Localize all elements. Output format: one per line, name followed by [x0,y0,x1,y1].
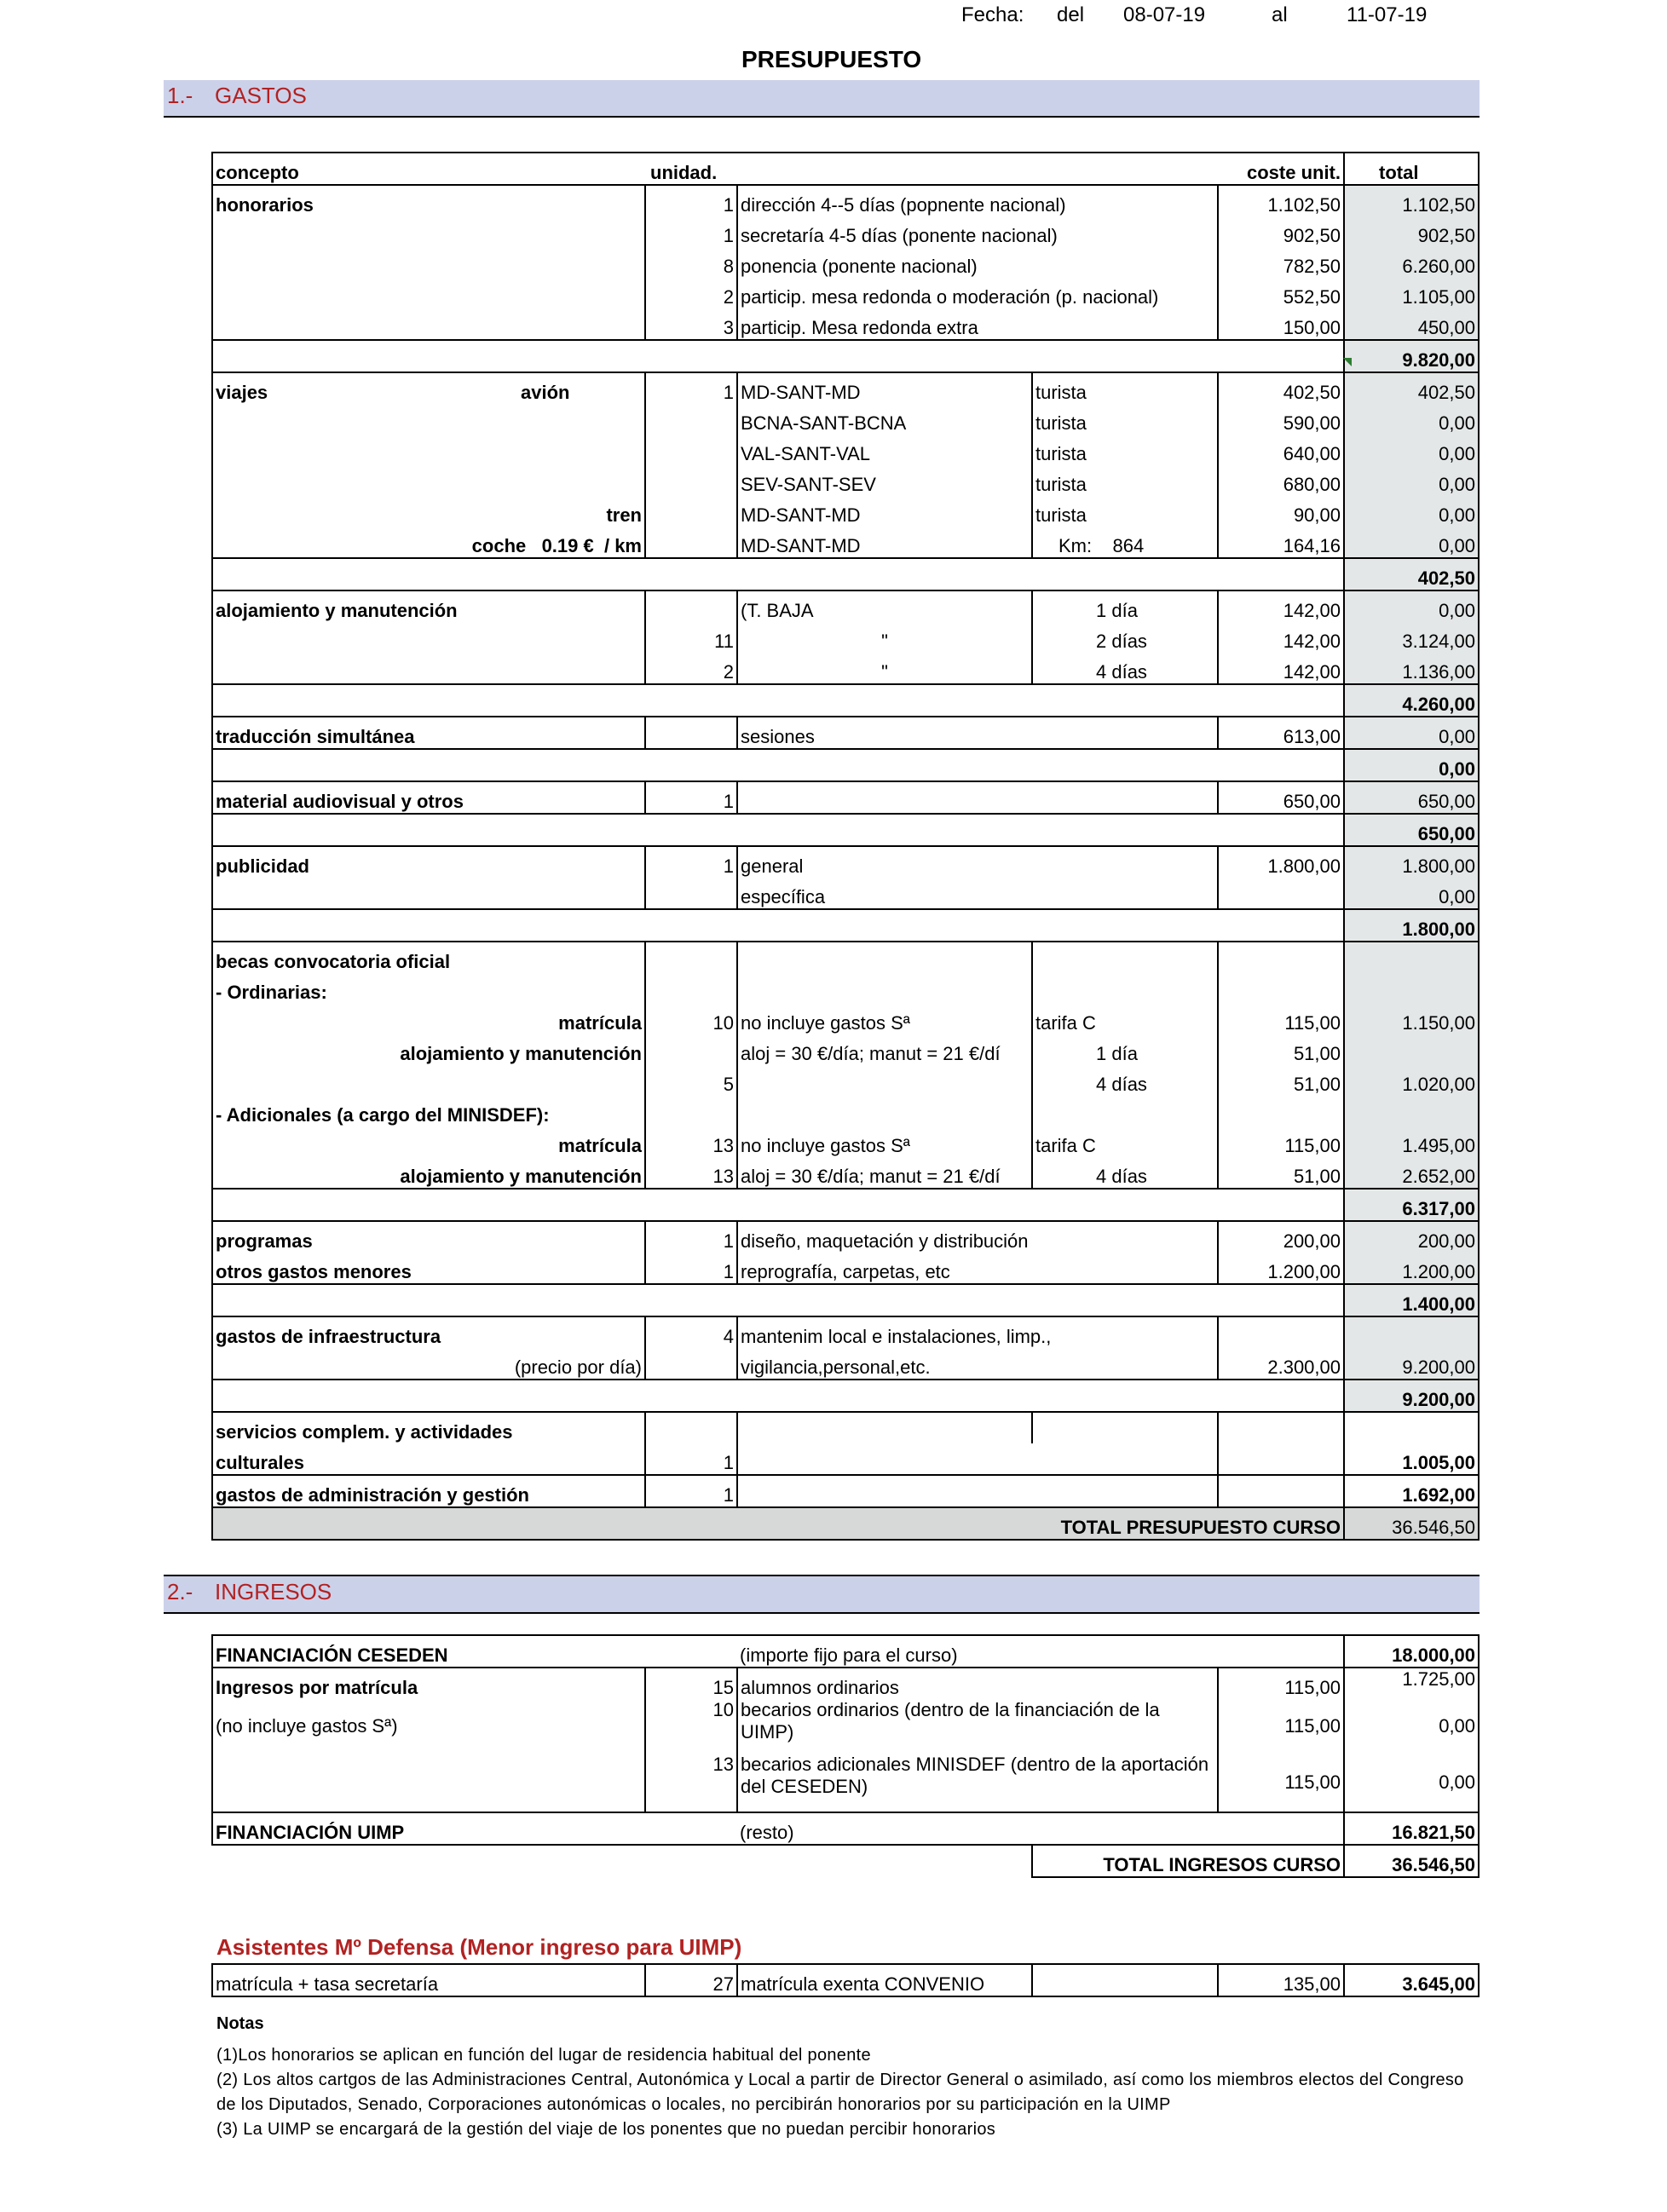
cell-desc: general [737,846,1218,878]
cell-coste: 640,00 [1218,435,1344,465]
section-ingresos-header [164,1575,1480,1614]
table-row [212,1668,1479,1699]
cell-total: 16.821,50 [1344,1812,1479,1845]
cell-unidad: 1 [645,1443,737,1475]
matricula-ingresos-label: Ingresos por matrícula [212,1668,645,1699]
cell-coste: 650,00 [1218,781,1344,814]
table-row [212,1754,1479,1812]
cell-coste: 590,00 [1218,404,1344,435]
cell-unidad: 1 [645,846,737,878]
ordinarias-label: - Ordinarias: [212,973,645,1004]
cell-coste: 142,00 [1218,622,1344,653]
matricula-note: (no incluye gastos Sª) [212,1699,645,1754]
cell-unidad: 13 [645,1754,737,1812]
cell-total: 6.260,00 [1344,247,1479,278]
table-row [212,942,1479,973]
cell-total: 1.105,00 [1344,278,1479,308]
table-row [212,717,1479,749]
cell-clase: turista [1032,372,1218,404]
cell-total: 0,00 [1344,590,1479,622]
cell-dias: 4 días [1032,653,1218,684]
table-row [212,435,1479,465]
cell-unidad: 2 [645,653,737,684]
col-concepto: concepto [212,153,435,185]
cell-coste: 552,50 [1218,278,1344,308]
table-row [212,1253,1479,1284]
cell-tarifa: tarifa C [1032,1004,1218,1034]
cell-unidad: 1 [645,216,737,247]
cell-coste: 2.300,00 [1218,1348,1344,1380]
avion-label: avión [521,382,570,403]
table-row [212,404,1479,435]
cell-coste: 1.200,00 [1218,1253,1344,1284]
cell-dias: 4 días [1032,1157,1218,1189]
cell-concepto: matrícula + tasa secretaría [212,1964,645,1996]
cell-unidad: 3 [645,308,737,340]
cell-unidad: 13 [645,1126,737,1157]
notas-title: Notas [216,2014,264,2033]
cell-dias: 1 día [1032,590,1218,622]
cell-dias: 2 días [1032,622,1218,653]
table-row [212,653,1479,684]
servicios-label-1: servicios complem. y actividades [212,1412,645,1443]
subtotal-material: 650,00 [1344,814,1479,846]
cell-total: 1.495,00 [1344,1126,1479,1157]
grand-total-ingresos-label: TOTAL INGRESOS CURSO [1032,1845,1344,1877]
cell-km: Km: 864 [1032,527,1218,558]
cell-coste: 115,00 [1218,1126,1344,1157]
viajes-label: viajes [212,372,435,404]
table-row [212,1157,1479,1189]
cell-desc: becarios adicionales MINISDEF (dentro de la aportación del CESEDEN) [737,1754,1218,1812]
cell-coste: 1.102,50 [1218,185,1344,216]
table-row [212,1034,1479,1065]
cell-dias: 4 días [1032,1065,1218,1096]
coche-label: coche 0.19 € / km [471,535,642,556]
cell-coste: 1.800,00 [1218,846,1344,878]
cell-coste: 115,00 [1218,1699,1344,1754]
cell-unidad: 1 [645,372,737,404]
cell-total: 0,00 [1344,1699,1479,1754]
subtotal-becas: 6.317,00 [1344,1189,1479,1221]
subtotal-row [212,909,1479,942]
cell-unidad: 5 [645,1065,737,1096]
subtotal-row [212,749,1479,781]
cell-unidad: 1 [645,781,737,814]
cell-desc: (resto) [737,1812,1218,1845]
cell-coste: 200,00 [1218,1221,1344,1253]
cell-desc: sesiones [737,717,1218,749]
cell-coste: 150,00 [1218,308,1344,340]
table-row [212,973,1479,1004]
subtotal-honorarios: 9.820,00 [1344,340,1479,372]
cell-dias: 1 día [1032,1034,1218,1065]
subtotal-viajes: 402,50 [1344,558,1479,590]
cell-clase: turista [1032,435,1218,465]
table-row [212,781,1479,814]
matricula-label: matrícula [558,1135,642,1156]
cell-desc: matrícula exenta CONVENIO [737,1964,1032,1996]
table-row [212,878,1479,909]
asistentes-table [211,1963,1480,1997]
col-total: total [1344,153,1479,185]
cell-coste: 115,00 [1218,1668,1344,1699]
aloj-label: alojamiento y manutención [212,1157,645,1189]
page-title: PRESUPUESTO [741,46,922,72]
cell-total: 0,00 [1344,717,1479,749]
cell-coste: 90,00 [1218,496,1344,527]
subtotal-row [212,558,1479,590]
cell-total: 1.200,00 [1344,1253,1479,1284]
section-title: INGRESOS [215,1579,332,1604]
table-row [212,1126,1479,1157]
cell-unidad: 4 [645,1316,737,1348]
section-gastos-header [164,80,1480,118]
cell-desc: no incluye gastos Sª [737,1126,1032,1157]
cell-route: MD-SANT-MD [737,372,1032,404]
table-row [212,496,1479,527]
cell-unidad: 13 [645,1157,737,1189]
cell-route: VAL-SANT-VAL [737,435,1032,465]
cell-coste: 51,00 [1218,1157,1344,1189]
table-row [212,846,1479,878]
cell-total: 1.005,00 [1344,1443,1479,1475]
uimp-label: FINANCIACIÓN UIMP [212,1812,645,1845]
table-row [212,1065,1479,1096]
date-from: 08-07-19 [1123,3,1206,26]
cell-coste: 135,00 [1218,1964,1344,1996]
cell-desc: " [737,653,1032,684]
cell-total: 18.000,00 [1344,1635,1479,1668]
cell-desc: vigilancia,personal,etc. [737,1348,1218,1380]
subtotal-row [212,1284,1479,1316]
table-row [212,1316,1479,1348]
cell-desc: ponencia (ponente nacional) [737,247,1218,278]
cell-coste: 115,00 [1218,1754,1344,1812]
cell-unidad: 8 [645,247,737,278]
section-number: 2.- [167,1579,193,1604]
table-row [212,216,1479,247]
table-row [212,1635,1479,1668]
aloj-label: alojamiento y manutención [212,1034,645,1065]
cell-desc: particip. mesa redonda o moderación (p. nacional) [737,278,1218,308]
otros-label: otros gastos menores [212,1253,645,1284]
cell-total: 0,00 [1344,527,1479,558]
table-row [212,527,1479,558]
infra-sub-label: (precio por día) [514,1357,642,1378]
col-unidad: unidad. [645,153,1032,185]
cell-clase: turista [1032,496,1218,527]
grand-total-row [212,1845,1479,1877]
cell-unidad: 1 [645,1253,737,1284]
adicionales-label: - Adicionales (a cargo del MINISDEF): [212,1096,645,1126]
table-row [212,247,1479,278]
cell-coste: 51,00 [1218,1065,1344,1096]
traduccion-label: traducción simultánea [212,717,645,749]
cell-coste: 902,50 [1218,216,1344,247]
cell-coste: 164,16 [1218,527,1344,558]
table-row [212,278,1479,308]
cell-total: 0,00 [1344,404,1479,435]
cell-total: 0,00 [1344,465,1479,496]
subtotal-alojamiento: 4.260,00 [1344,684,1479,717]
cell-desc: aloj = 30 €/día; manut = 21 €/dí [737,1034,1032,1065]
table-row [212,1812,1479,1845]
cell-coste: 51,00 [1218,1034,1344,1065]
cell-coste: 613,00 [1218,717,1344,749]
table-row [212,372,1479,404]
notas-body [216,2043,1478,2142]
table-row [212,622,1479,653]
table-row [212,1221,1479,1253]
cell-total: 1.725,00 [1344,1668,1479,1699]
col-coste: coste unit. [1218,153,1344,185]
table-row [212,1443,1479,1475]
cell-desc: (T. BAJA [737,590,1032,622]
cell-unidad: 10 [645,1004,737,1034]
cell-desc: (importe fijo para el curso) [737,1635,1218,1668]
table-row [212,1412,1479,1443]
cell-route: SEV-SANT-SEV [737,465,1032,496]
cell-total: 450,00 [1344,308,1479,340]
becas-label: becas convocatoria oficial [212,942,645,973]
subtotal-row [212,1189,1479,1221]
date-to: 11-07-19 [1347,3,1428,26]
section-number: 1.- [167,83,193,108]
cell-desc: " [737,622,1032,653]
cell-desc: alumnos ordinarios [737,1668,1218,1699]
table-row [212,185,1479,216]
grand-total-value: 36.546,50 [1344,1507,1479,1540]
subtotal-publicidad: 1.800,00 [1344,909,1479,942]
cell-route: MD-SANT-MD [737,527,1032,558]
cell-clase: turista [1032,404,1218,435]
subtotal-infra: 9.200,00 [1344,1380,1479,1412]
cell-unidad: 1 [645,1221,737,1253]
ingresos-table [211,1634,1480,1878]
subtotal-otros: 1.400,00 [1344,1284,1479,1316]
cell-route: MD-SANT-MD [737,496,1032,527]
cell-total: 9.200,00 [1344,1348,1479,1380]
table-row [212,308,1479,340]
honorarios-label: honorarios [212,185,435,216]
asistentes-title: Asistentes Mº Defensa (Menor ingreso para UIMP) [216,1934,742,1960]
cell-desc: mantenim local e instalaciones, limp., [737,1316,1218,1348]
cell-coste: 680,00 [1218,465,1344,496]
table-row [212,1096,1479,1126]
cell-coste: 782,50 [1218,247,1344,278]
table-row [212,1004,1479,1034]
cell-unidad: 1 [645,1475,737,1507]
cell-total: 0,00 [1344,878,1479,909]
table-row [212,1699,1479,1754]
cell-tarifa: tarifa C [1032,1126,1218,1157]
note-3: (3) La UIMP se encargará de la gestión del viaje de los ponentes que no puedan percibir honorarios [216,2120,996,2139]
table-row [212,1964,1479,1996]
cell-unidad: 1 [645,185,737,216]
cell-total: 1.692,00 [1344,1475,1479,1507]
cell-route: BCNA-SANT-BCNA [737,404,1032,435]
cell-desc: secretaría 4-5 días (ponente nacional) [737,216,1218,247]
tren-label: tren [606,504,642,526]
cell-clase: turista [1032,465,1218,496]
cell-comment-marker [1343,358,1352,366]
subtotal-row [212,814,1479,846]
cell-desc: diseño, maquetación y distribución [737,1221,1218,1253]
cell-unidad: 2 [645,278,737,308]
cell-unidad: 10 [645,1699,737,1754]
infra-label: gastos de infraestructura [212,1316,645,1348]
cell-desc: específica [737,878,1218,909]
section-title: GASTOS [215,83,307,108]
cell-unidad: 11 [645,622,737,653]
cell-desc: no incluye gastos Sª [737,1004,1032,1034]
cell-desc: becarios ordinarios (dentro de la financiación de la UIMP) [737,1699,1218,1754]
note-2: (2) Los altos cartgos de las Administraciones Central, Autonómica y Local a partir de Director General o asimilado, así como los miembros electos del Congreso de los Diputados, Senado, Corporaciones autonómicas o locales, no percibirán honorarios por su participación en la UIMP [216,2071,1464,2114]
table-row [212,590,1479,622]
cell-unidad: 27 [645,1964,737,1996]
cell-total: 2.652,00 [1344,1157,1479,1189]
material-label: material audiovisual y otros [212,781,645,814]
grand-total-label: TOTAL PRESUPUESTO CURSO [1032,1507,1344,1540]
cell-total: 1.102,50 [1344,185,1479,216]
grand-total-ingresos-value: 36.546,50 [1344,1845,1479,1877]
cell-coste: 402,50 [1218,372,1344,404]
table-row [212,465,1479,496]
note-1: (1)Los honorarios se aplican en función del lugar de residencia habitual del ponente [216,2046,871,2065]
publicidad-label: publicidad [212,846,435,878]
cell-total: 650,00 [1344,781,1479,814]
programas-label: programas [212,1221,435,1253]
cell-total: 0,00 [1344,435,1479,465]
administracion-label: gastos de administración y gestión [212,1475,645,1507]
cell-coste: 142,00 [1218,653,1344,684]
cell-unidad: 15 [645,1668,737,1699]
cell-total: 1.020,00 [1344,1065,1479,1096]
cell-total: 1.800,00 [1344,846,1479,878]
cell-desc: dirección 4--5 días (popnente nacional) [737,185,1218,216]
cell-total: 0,00 [1344,1754,1479,1812]
servicios-label-2: culturales [212,1443,645,1475]
alojamiento-label: alojamiento y manutención [212,590,645,622]
fecha-label: Fecha: [961,3,1024,26]
subtotal-row [212,1380,1479,1412]
cell-total: 0,00 [1344,496,1479,527]
cell-total: 200,00 [1344,1221,1479,1253]
matricula-label: matrícula [558,1012,642,1034]
cell-desc: aloj = 30 €/día; manut = 21 €/dí [737,1157,1032,1189]
ceseden-label: FINANCIACIÓN CESEDEN [212,1635,645,1668]
subtotal-row [212,340,1479,372]
table-row [212,1348,1479,1380]
table-row [212,1475,1479,1507]
cell-coste: 115,00 [1218,1004,1344,1034]
al-label: al [1272,3,1288,26]
cell-desc: reprografía, carpetas, etc [737,1253,1218,1284]
cell-desc: particip. Mesa redonda extra [737,308,1218,340]
cell-coste: 142,00 [1218,590,1344,622]
cell-total: 402,50 [1344,372,1479,404]
grand-total-row [212,1507,1479,1540]
table-header-row [212,153,1479,185]
cell-total: 1.136,00 [1344,653,1479,684]
cell-total: 3.645,00 [1344,1964,1479,1996]
del-label: del [1057,3,1085,26]
gastos-table [211,152,1480,1541]
cell-total: 3.124,00 [1344,622,1479,653]
subtotal-row [212,684,1479,717]
subtotal-traduccion: 0,00 [1344,749,1479,781]
cell-total: 1.150,00 [1344,1004,1479,1034]
cell-total: 902,50 [1344,216,1479,247]
